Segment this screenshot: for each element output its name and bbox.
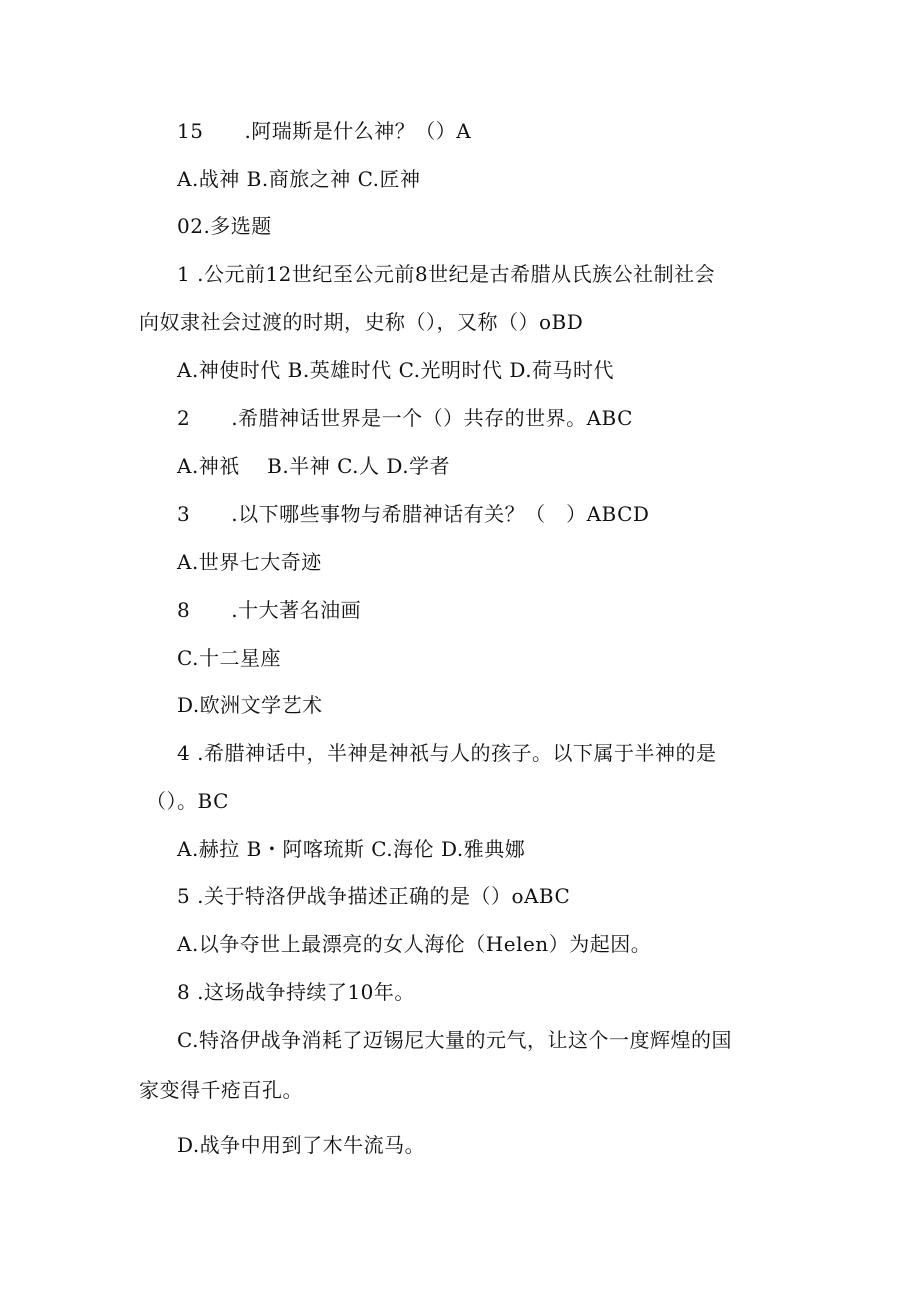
question-3-option-c: C.十二星座 [177, 646, 281, 670]
question-4: 4 .希腊神话中，半神是神祇与人的孩子。以下属于半神的是 [177, 741, 717, 765]
question-5-option-a: A.以争夺世上最漂亮的女人海伦（Helen）为起因。 [177, 932, 652, 956]
question-4-options: A.赫拉 B・阿喀琉斯 C.海伦 D.雅典娜 [177, 837, 526, 861]
question-5-option-c-continued: 家变得千疮百孔。 [139, 1078, 303, 1102]
section-heading: 02.多选题 [177, 214, 272, 238]
question-2: 2 .希腊神话世界是一个（）共存的世界。ABC [177, 406, 633, 430]
question-3-option-b: 8 .十大著名油画 [177, 598, 362, 622]
question-5: 5 .关于特洛伊战争描述正确的是（）oABC [177, 884, 571, 908]
question-2-options: A.神祇 B.半神 C.人 D.学者 [177, 454, 451, 478]
question-3-option-a: A.世界七大奇迹 [177, 550, 322, 574]
question-5-option-d: D.战争中用到了木牛流马。 [177, 1133, 426, 1157]
question-3: 3 .以下哪些事物与希腊神话有关？（ ）ABCD [177, 502, 650, 526]
question-1-continued: 向奴隶社会过渡的时期，史称（），又称（）oBD [139, 310, 584, 334]
question-1-options: A.神使时代 B.英雄时代 C.光明时代 D.荷马时代 [177, 358, 615, 382]
question-3-option-d: D.欧洲文学艺术 [177, 693, 323, 717]
question-15-options: A.战神 B.商旅之神 C.匠神 [177, 167, 421, 191]
question-5-option-b: 8 .这场战争持续了10年。 [177, 980, 415, 1004]
question-15: 15 .阿瑞斯是什么神？（）A [177, 119, 472, 143]
question-4-continued: （）。BC [146, 789, 229, 813]
question-5-option-c: C.特洛伊战争消耗了迈锡尼大量的元气，让这个一度辉煌的国 [177, 1028, 732, 1052]
question-1: 1 .公元前12世纪至公元前8世纪是古希腊从氏族公社制社会 [177, 262, 716, 286]
